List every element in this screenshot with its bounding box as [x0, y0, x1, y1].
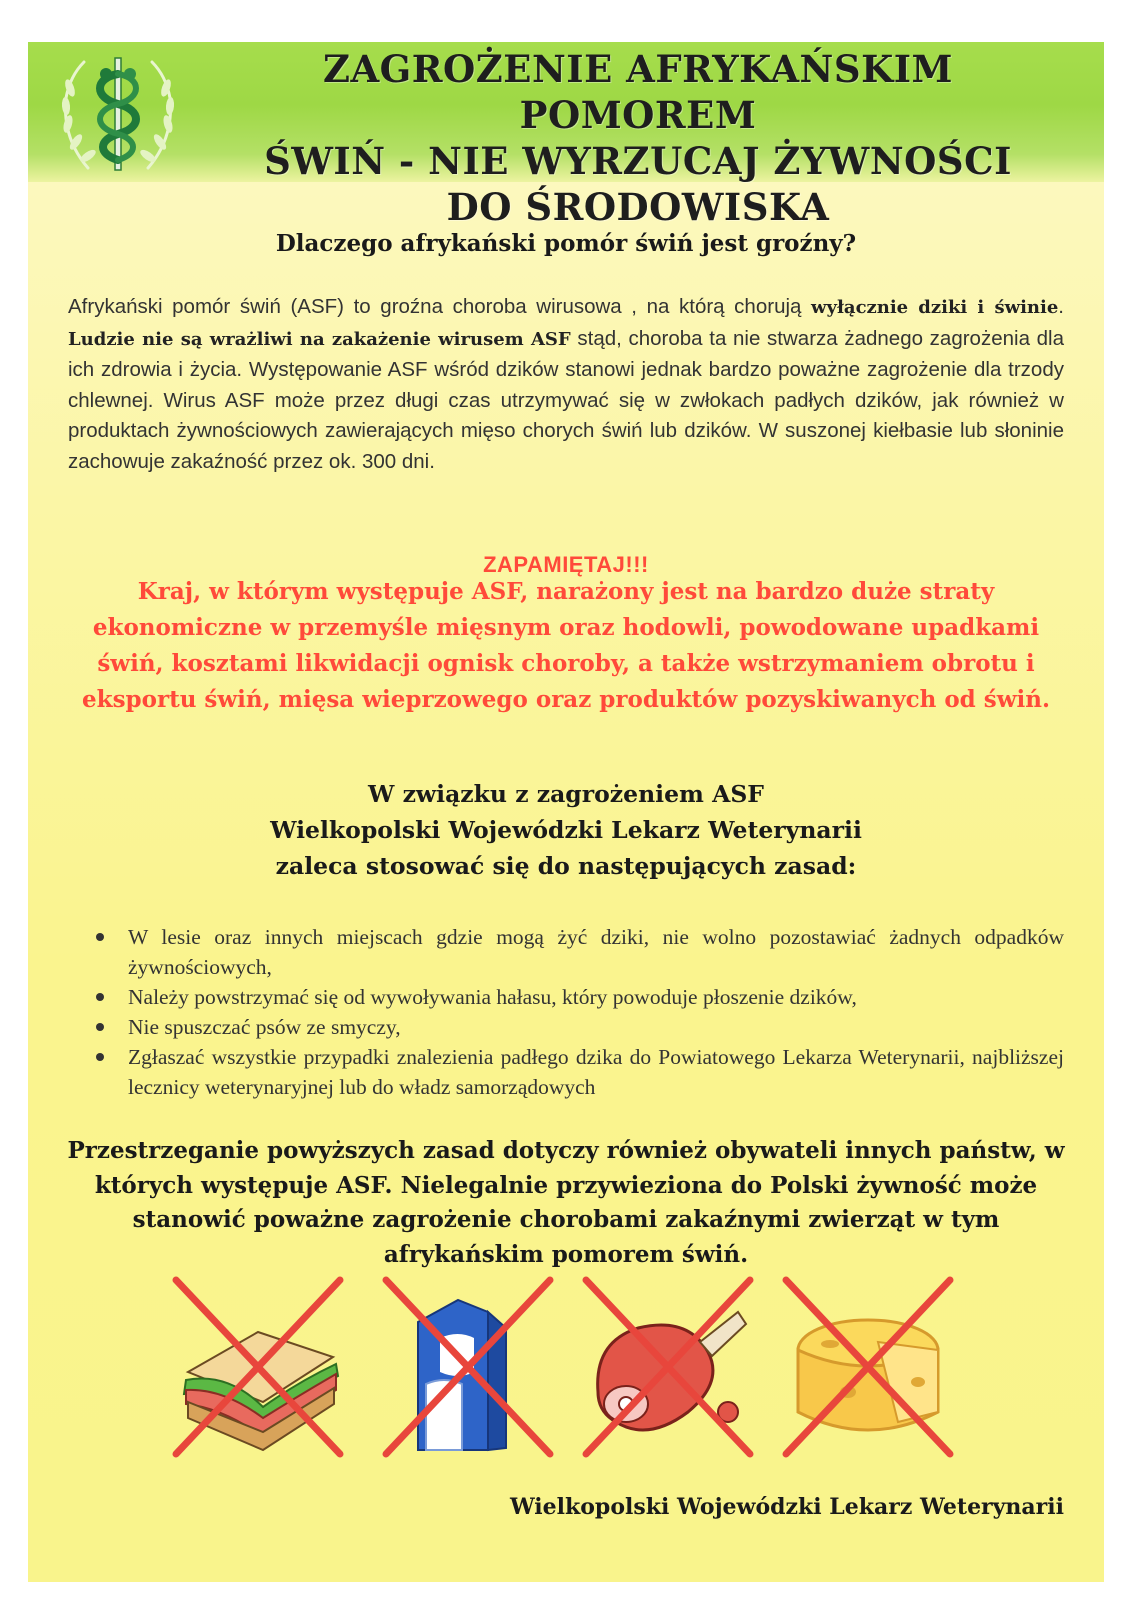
banner-title	[198, 46, 1078, 230]
banner-title-line-1: ZAGROŻENIE AFRYKAŃSKIM POMOREM	[322, 47, 954, 137]
recommendation-heading	[28, 776, 1104, 884]
intro-bold-1: wyłącznie dziki i świnie	[811, 297, 1059, 318]
rule-item: W lesie oraz innych miejscach gdzie mogą żyć dziki, nie wolno pozostawiać żadnych odpadków żywnościowych,	[88, 922, 1064, 982]
header-banner	[28, 42, 1104, 229]
rule-item: Zgłaszać wszystkie przypadki znalezienia padłego dzika do Powiatowego Lekarza Weterynarii, najbliższej lecznicy weterynaryjnej lub do władz samorządowych	[88, 1042, 1064, 1102]
rule-item: Należy powstrzymać się od wywoływania hałasu, który powoduje płoszenie dzików,	[88, 982, 1064, 1012]
crossed-sandwich-icon	[168, 1272, 348, 1462]
rule-item: Nie spuszczać psów ze smyczy,	[88, 1012, 1064, 1042]
crossed-cheese-icon	[778, 1272, 958, 1462]
closing-paragraph: Przestrzeganie powyższych zasad dotyczy również obywateli innych państw, w których występuje ASF. Nielegalnie przywieziona do Polski żywność może stanowić poważne zagrożenie chorobami zakaźnymi zwierząt w tym afrykańskim pomorem świń.	[67, 1137, 1065, 1268]
crossed-ham-icon	[578, 1272, 758, 1462]
section-heading-why-dangerous: Dlaczego afrykański pomór świń jest groźny?	[275, 230, 857, 257]
crossed-milk-icon	[378, 1272, 558, 1462]
poster	[28, 42, 1104, 1582]
banner-title-line-3: DO ŚRODOWISKA	[446, 185, 830, 229]
intro-paragraph	[68, 292, 1064, 477]
rules-list	[88, 922, 1064, 1102]
warning-body: Kraj, w którym występuje ASF, narażony jest na bardzo duże straty ekonomiczne w przemyśle mięsnym oraz hodowli, powodowane upadkami świń, kosztami likwidacji ognisk choroby, a także wstrzymaniem obrotu i eksportu świń, mięsa wieprzowego oraz produktów pozyskiwanych od świń.	[82, 578, 1050, 713]
prohibited-food-icons	[168, 1272, 968, 1462]
warning-title: ZAPAMIĘTAJ!!!	[483, 552, 649, 577]
intro-bold-2: Ludzie nie są wrażliwi na zakażenie wirusem ASF	[68, 328, 571, 350]
intro-text-3: stąd, choroba ta nie stwarza żadnego zagrożenia dla ich zdrowia i życia. Występowanie ASF wśród dzików stanowi jednak bardzo poważne zagrożenie dla trzody chlewnej. Wirus ASF może przez długi czas utrzymywać się w zwłokach padłych dzików, jak również w produktach żywnościowych zawierających mięso chorych świń lub dzików. W suszonej kiełbasie lub słoninie zachowuje zakaźność przez ok. 300 dni.	[68, 326, 1064, 473]
intro-text-1: Afrykański pomór świń (ASF) to groźna choroba wirusowa , na którą chorują	[68, 295, 812, 318]
intro-text-2: .	[1058, 295, 1064, 318]
recommendation-line-2: Wielkopolski Wojewódzki Lekarz Weterynarii	[270, 816, 862, 844]
recommendation-line-3: zaleca stosować się do następujących zasad:	[275, 852, 857, 880]
veterinary-caduceus-wreath-icon	[48, 48, 188, 178]
signature: Wielkopolski Wojewódzki Lekarz Weterynarii	[509, 1494, 1064, 1520]
banner-title-line-2: ŚWIŃ - NIE WYRZUCAJ ŻYWNOŚCI	[264, 139, 1012, 183]
recommendation-line-1: W związku z zagrożeniem ASF	[368, 780, 764, 808]
